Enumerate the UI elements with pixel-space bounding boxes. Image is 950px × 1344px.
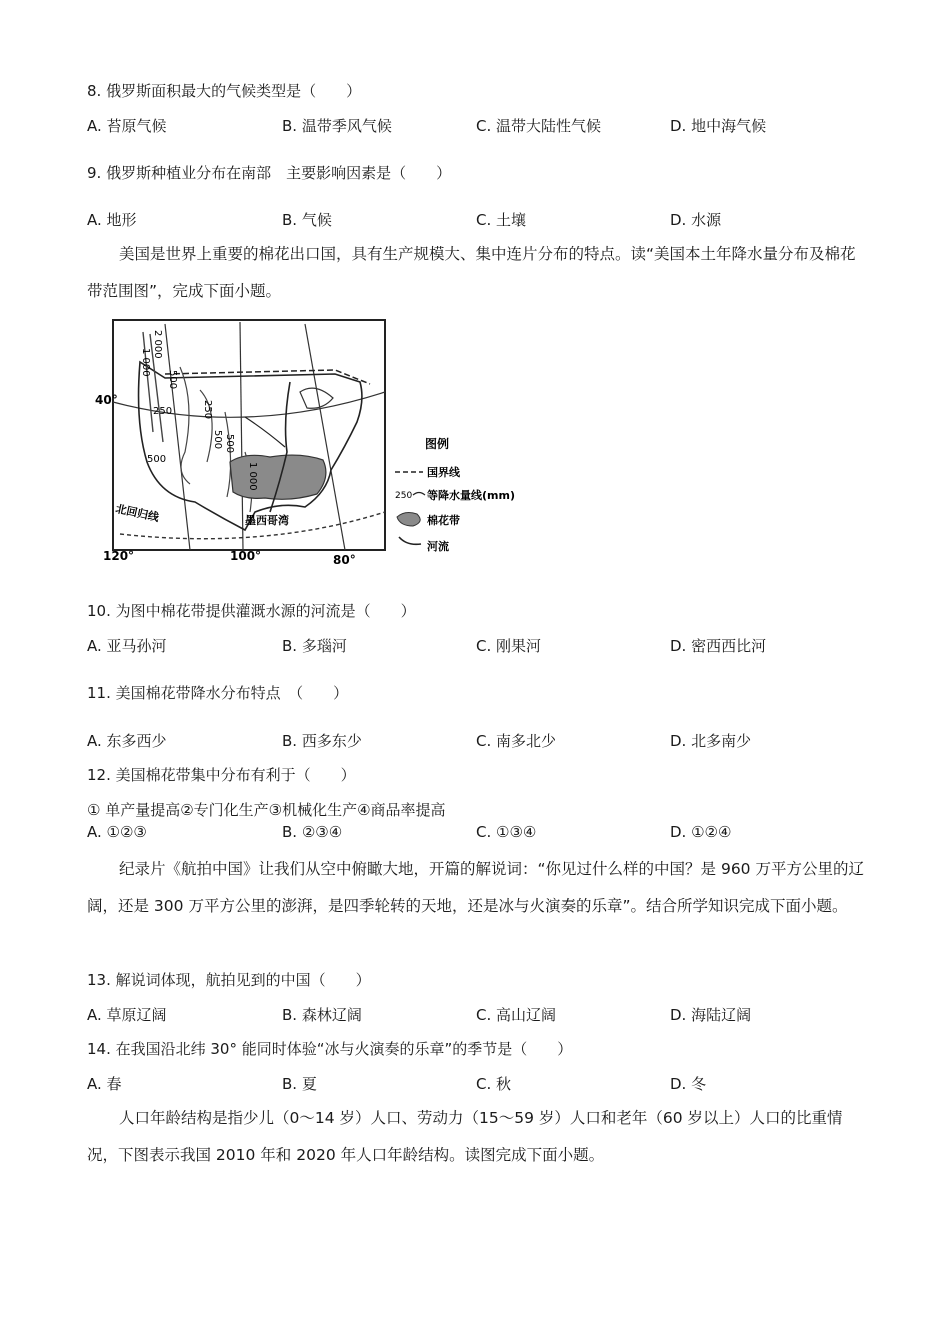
iso-label-250-b: 250: [202, 400, 213, 420]
legend-border: 国界线: [427, 466, 460, 479]
documentary-intro: [87, 851, 867, 925]
q13-option-d[interactable]: D. 海陆辽阔: [670, 1006, 752, 1024]
legend-river-symbol: [399, 537, 421, 544]
iso-label-1000-east: 1 000: [247, 462, 258, 491]
q9-option-c[interactable]: C. 土壤: [476, 211, 527, 229]
q11-options: [87, 730, 887, 752]
iso-label-500-c: 500: [147, 454, 167, 465]
meridian-100: [240, 322, 243, 550]
q8-option-a[interactable]: A. 苔原气候: [87, 117, 167, 135]
q12-option-b[interactable]: B. ②③④: [282, 823, 343, 841]
lat-label-40: 40°: [95, 393, 118, 407]
cotton-belt-area: [230, 455, 326, 499]
population-intro: [87, 1100, 867, 1174]
population-intro-text: 人口年龄结构是指少儿（0～14 岁）人口、劳动力（15～59 岁）人口和老年（60 岁以上）人口的比重情况，下图表示我国 2010 年和 2020 年人口年龄结构。读图完成下面小题。: [87, 1109, 843, 1164]
q9-stem: 9. 俄罗斯种植业分布在南部 主要影响因素是（ ）: [87, 164, 452, 182]
q11-option-a[interactable]: A. 东多西少: [87, 732, 167, 750]
q10-option-a[interactable]: A. 亚马孙河: [87, 637, 167, 655]
q14-option-a[interactable]: A. 春: [87, 1075, 122, 1093]
q10-stem: 10. 为图中棉花带提供灌溉水源的河流是（ ）: [87, 602, 416, 620]
us-cotton-belt-map: [95, 312, 535, 570]
iso-label-250-a: 250: [153, 406, 173, 417]
iso-label-500-d: 500: [224, 434, 235, 454]
legend-iso-value: 250: [395, 491, 413, 501]
q13-option-b[interactable]: B. 森林辽阔: [282, 1006, 362, 1024]
q10-option-d[interactable]: D. 密西西比河: [670, 637, 767, 655]
q12-options: [87, 823, 887, 845]
q8-option-c[interactable]: C. 温带大陆性气候: [476, 117, 602, 135]
cotton-intro-text: 美国是世界上重要的棉花出口国，具有生产规模大、集中连片分布的特点。读“美国本土年降水量分布及棉花带范围图”，完成下面小题。: [87, 245, 856, 300]
q13-option-a[interactable]: A. 草原辽阔: [87, 1006, 167, 1024]
legend-cotton: 棉花带: [427, 514, 460, 527]
isohyet-500-mid: [225, 412, 231, 497]
q13-stem: 13. 解说词体现，航拍见到的中国（ ）: [87, 971, 371, 989]
q8-options: [87, 115, 887, 137]
q14-options: [87, 1073, 887, 1095]
legend-cotton-symbol: [397, 513, 420, 526]
legend-river: 河流: [427, 540, 449, 553]
iso-label-1000-west: 1 000: [140, 348, 151, 377]
meridian-80: [305, 324, 345, 550]
q14-option-b[interactable]: B. 夏: [282, 1075, 317, 1093]
documentary-intro-text: 纪录片《航拍中国》让我们从空中俯瞰大地，开篇的解说词：“你见过什么样的中国？是 960 万平方公里的辽阔，还是 300 万平方公里的澎湃，是四季轮转的天地，还是冰与火演奏的乐章”。结合所学知识完成下面小题。: [87, 860, 864, 915]
q9-option-b[interactable]: B. 气候: [282, 211, 332, 229]
q12-stem: 12. 美国棉花带集中分布有利于（ ）: [87, 766, 356, 784]
cotton-intro: [87, 236, 867, 310]
q12-option-a[interactable]: A. ①②③: [87, 823, 147, 841]
lon-label-80: 80°: [333, 553, 356, 567]
q14-option-d[interactable]: D. 冬: [670, 1075, 707, 1093]
q10-option-c[interactable]: C. 刚果河: [476, 637, 542, 655]
tropic-label: 北回归线: [114, 502, 161, 525]
legend-title: 图例: [425, 437, 450, 451]
iso-label-2000: 2 000: [152, 330, 163, 359]
q11-option-c[interactable]: C. 南多北少: [476, 732, 557, 750]
q11-option-b[interactable]: B. 西多东少: [282, 732, 362, 750]
q10-options: [87, 635, 887, 657]
lon-label-100: 100°: [230, 549, 262, 563]
q9-option-d[interactable]: D. 水源: [670, 211, 722, 229]
isohyet-500-west: [180, 367, 190, 484]
iso-label-500-b: 500: [212, 430, 223, 450]
q8-option-d[interactable]: D. 地中海气候: [670, 117, 767, 135]
gulf-label: 墨西哥湾: [245, 514, 289, 527]
q8-stem: 8. 俄罗斯面积最大的气候类型是（ ）: [87, 82, 362, 100]
iso-label-500-a: 500: [167, 370, 178, 390]
q9-options: [87, 209, 887, 231]
meridian-left: [165, 324, 190, 550]
q11-stem: 11. 美国棉花带降水分布特点 （ ）: [87, 684, 349, 702]
q9-option-a[interactable]: A. 地形: [87, 211, 137, 229]
lon-label-120: 120°: [103, 549, 135, 563]
missouri-river: [245, 417, 285, 447]
q11-option-d[interactable]: D. 北多南少: [670, 732, 752, 750]
legend-isohyet-symbol: [413, 493, 425, 496]
legend-isohyet: 等降水量线(mm): [427, 489, 515, 502]
q14-stem: 14. 在我国沿北纬 30° 能同时体验“冰与火演奏的乐章”的季节是（ ）: [87, 1040, 573, 1058]
q12-choices: ① 单产量提高②专门化生产③机械化生产④商品率提高: [87, 801, 446, 819]
q13-options: [87, 1004, 887, 1026]
q12-option-d[interactable]: D. ①②④: [670, 823, 732, 841]
q13-option-c[interactable]: C. 高山辽阔: [476, 1006, 557, 1024]
q12-option-c[interactable]: C. ①③④: [476, 823, 537, 841]
q10-option-b[interactable]: B. 多瑙河: [282, 637, 347, 655]
q8-option-b[interactable]: B. 温带季风气候: [282, 117, 392, 135]
q14-option-c[interactable]: C. 秋: [476, 1075, 512, 1093]
